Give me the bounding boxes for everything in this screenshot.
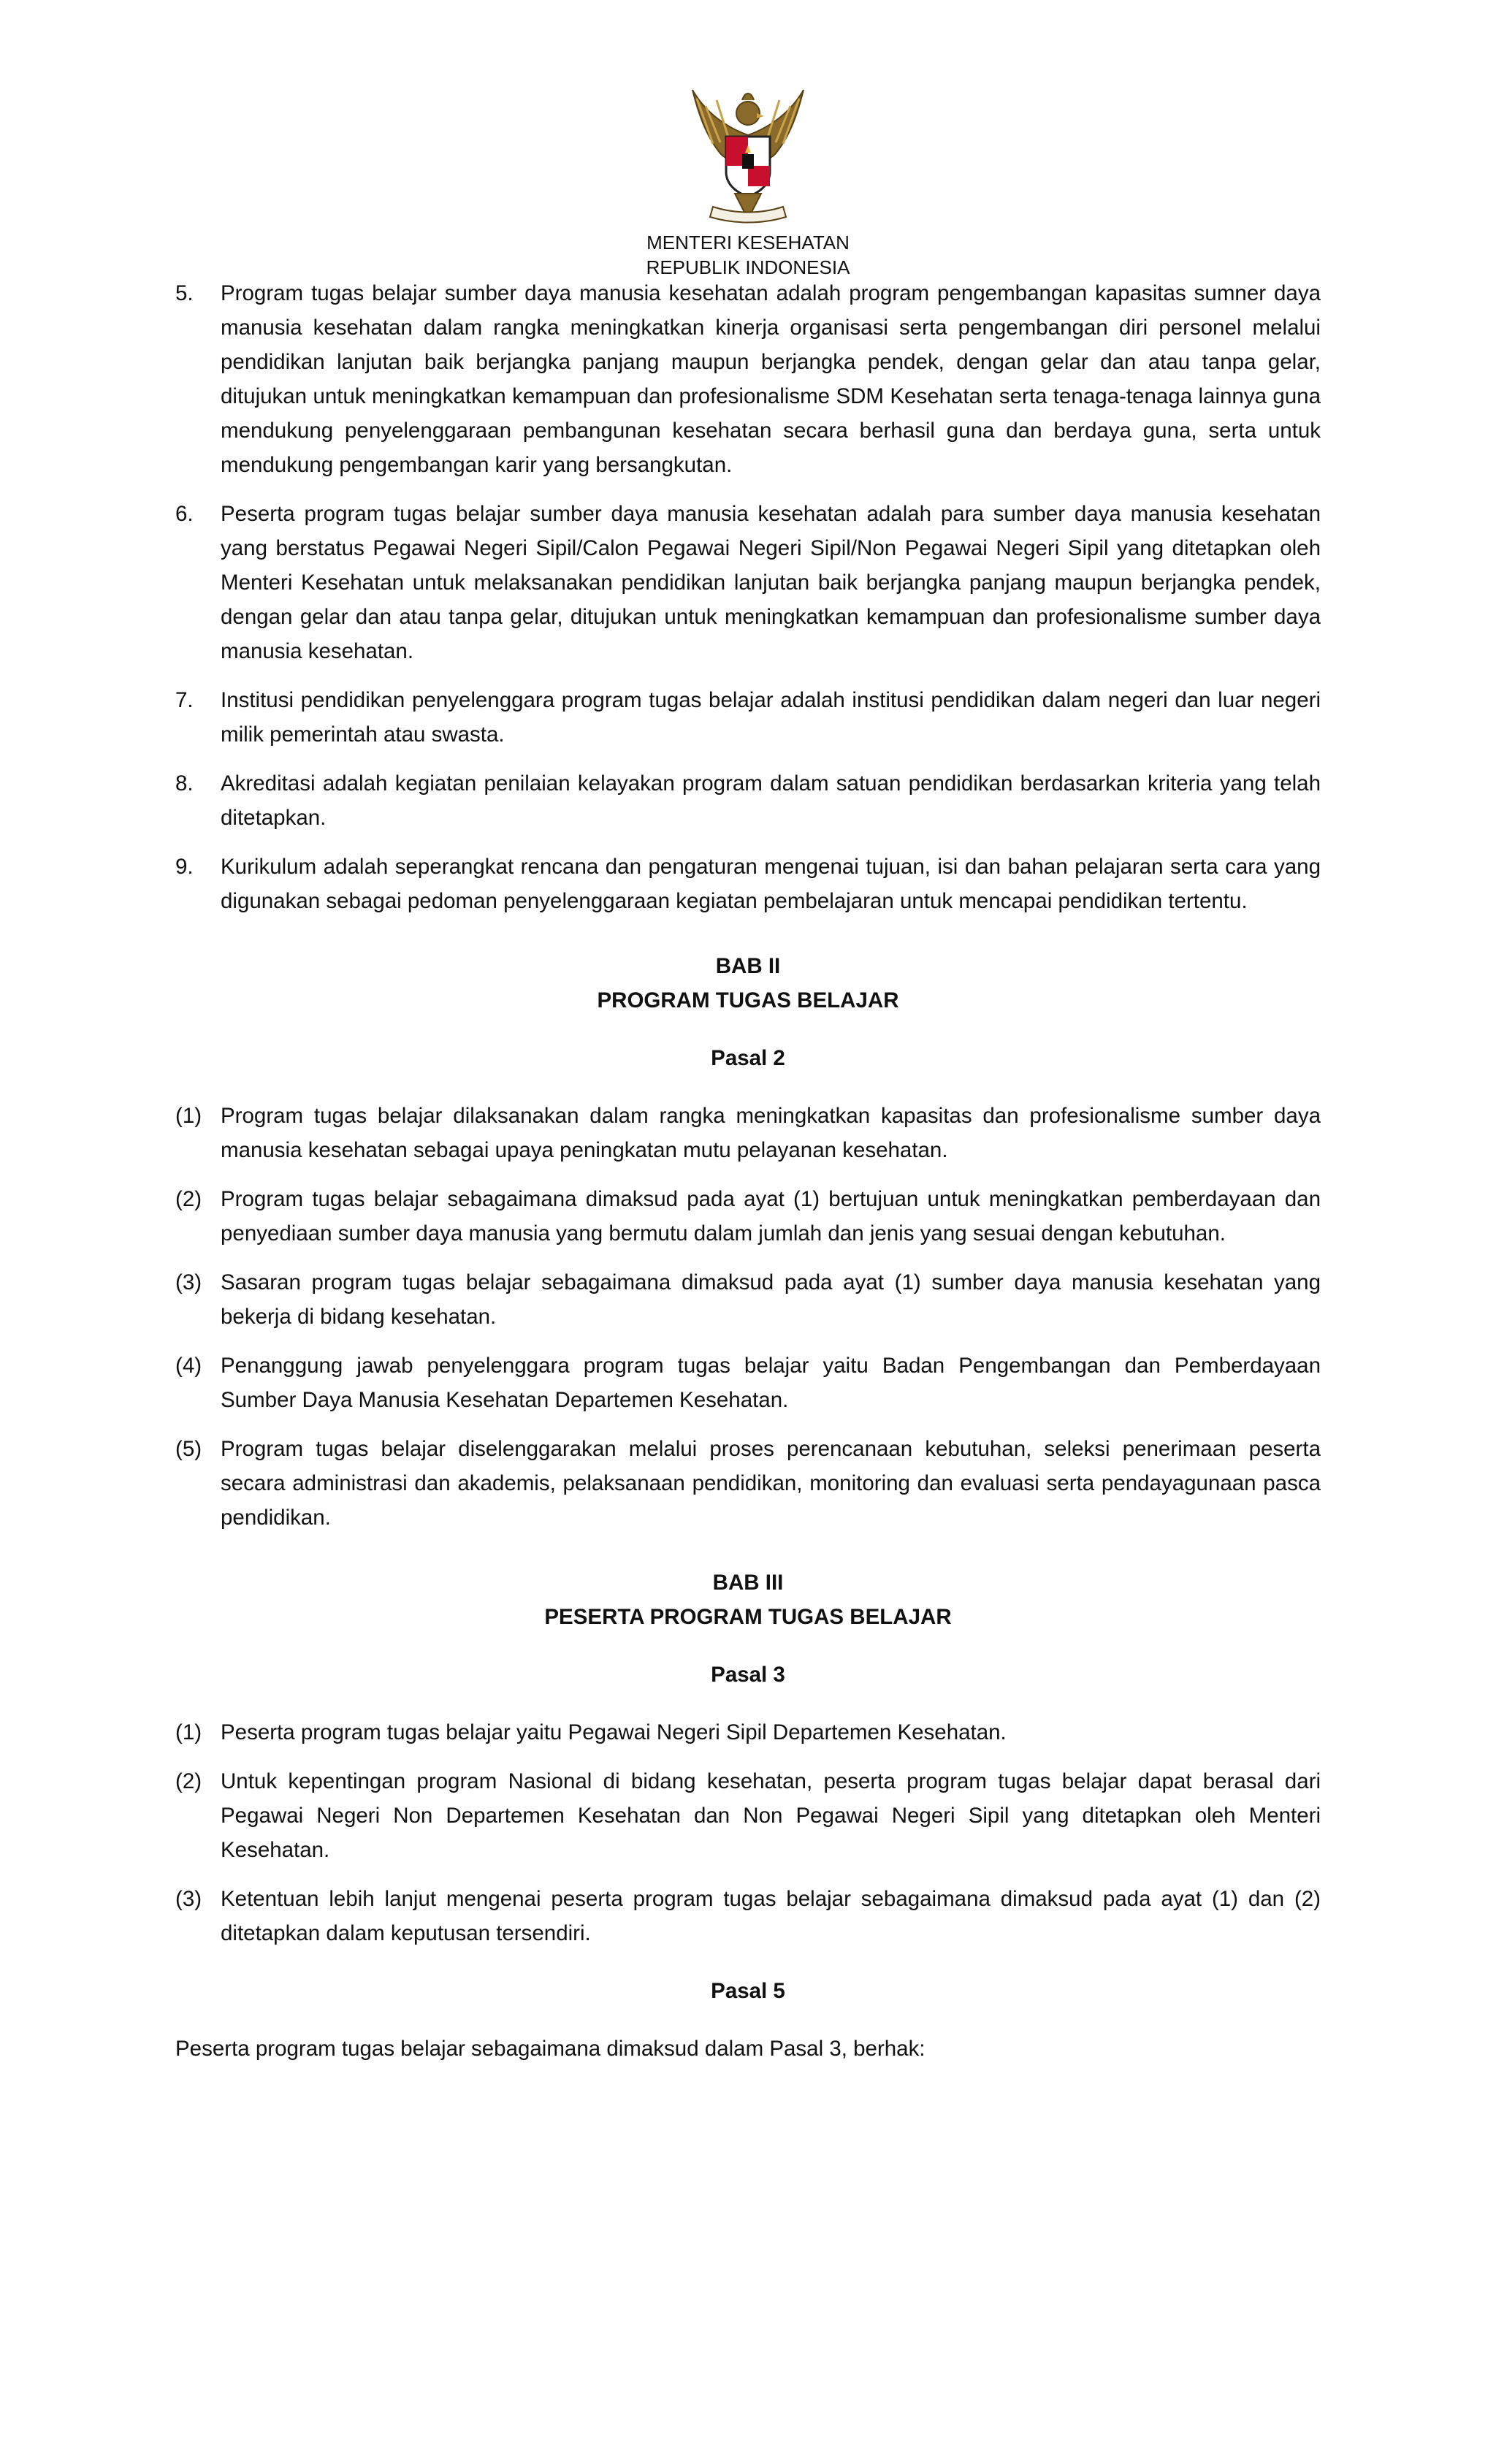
list-item <box>175 1349 1321 1417</box>
article-heading: Pasal 3 <box>711 1663 785 1687</box>
definitions-list <box>175 276 1321 918</box>
chapter-heading: BAB II <box>715 954 781 978</box>
item-text: Peserta program tugas belajar sumber daya manusia kesehatan adalah para sumber daya manusia kesehatan yang berstatus Pegawai Negeri Sipil/Calon Pegawai Negeri Sipil/Non Pegawai Negeri Sipil yang ditetapkan oleh Menteri Kesehatan untuk melaksanakan pendidikan lanjutan baik berjangka panjang maupun berjangka pendek, dengan gelar dan atau tanpa gelar, ditujukan untuk meningkatkan kemampuan dan profesionalisme sumber daya manusia kesehatan. <box>221 502 1321 663</box>
article-heading: Pasal 5 <box>711 1979 785 2003</box>
item-text: Program tugas belajar diselenggarakan melalui proses perencanaan kebutuhan, seleksi penerimaan peserta secara administrasi dan akademis, pelaksanaan pendidikan, monitoring dan evaluasi serta pendayagunaan pasca pendidikan. <box>221 1437 1321 1530</box>
item-text: Sasaran program tugas belajar sebagaimana dimaksud pada ayat (1) sumber daya manusia kesehatan yang bekerja di bidang kesehatan. <box>221 1270 1321 1329</box>
item-number: 5. <box>175 281 194 305</box>
list-item <box>175 1764 1321 1867</box>
list-item <box>175 497 1321 668</box>
list-item <box>175 1182 1321 1251</box>
list-item <box>175 683 1321 752</box>
item-number: (2) <box>175 1187 202 1211</box>
list-item <box>175 1882 1321 1950</box>
list-item <box>175 1432 1321 1535</box>
list-item <box>175 766 1321 835</box>
item-number: 6. <box>175 502 194 526</box>
item-text: Kurikulum adalah seperangkat rencana dan pengaturan mengenai tujuan, isi dan bahan pelajaran serta cara yang digunakan sebagai pedoman penyelenggaraan kegiatan pembelajaran untuk mencapai pendidikan tertentu. <box>221 855 1321 913</box>
item-number: (3) <box>175 1270 202 1294</box>
item-text: Program tugas belajar dilaksanakan dalam rangka meningkatkan kapasitas dan profesionalisme sumber daya manusia kesehatan sebagai upaya peningkatan mutu pelayanan kesehatan. <box>221 1104 1321 1162</box>
document-body <box>175 276 1321 2066</box>
item-text: Akreditasi adalah kegiatan penilaian kelayakan program dalam satuan pendidikan berdasarkan kriteria yang telah ditetapkan. <box>221 771 1321 830</box>
item-number: (1) <box>175 1720 202 1744</box>
item-number: (1) <box>175 1104 202 1128</box>
item-number: (4) <box>175 1354 202 1378</box>
garuda-emblem-icon <box>684 84 812 230</box>
item-text: Penanggung jawab penyelenggara program tugas belajar yaitu Badan Pengembangan dan Pemberdayaan Sumber Daya Manusia Kesehatan Departemen Kesehatan. <box>221 1354 1321 1412</box>
item-number: (2) <box>175 1769 202 1793</box>
article-3-list <box>175 1715 1321 1950</box>
item-text: Program tugas belajar sumber daya manusia kesehatan adalah program pengembangan kapasitas sumner daya manusia kesehatan dalam rangka meningkatkan kinerja organisasi serta pengembangan diri personel melalui pendidikan lanjutan baik berjangka panjang maupun berjangka pendek, dengan gelar dan atau tanpa gelar, ditujukan untuk meningkatkan kemampuan dan profesionalisme SDM Kesehatan serta tenaga-tenaga lainnya guna mendukung penyelenggaraan pembangunan kesehatan secara berhasil guna dan berdaya guna, serta untuk mendukung pengembangan karir yang bersangkutan. <box>221 281 1321 477</box>
list-item <box>175 1099 1321 1167</box>
item-text: Ketentuan lebih lanjut mengenai peserta program tugas belajar sebagaimana dimaksud pada ayat (1) dan (2) ditetapkan dalam keputusan tersendiri. <box>221 1887 1321 1945</box>
item-number: 7. <box>175 688 194 712</box>
item-text: Program tugas belajar sebagaimana dimaksud pada ayat (1) bertujuan untuk meningkatkan pemberdayaan dan penyediaan sumber daya manusia yang bermutu dalam jumlah dan jenis yang sesuai dengan kebutuhan. <box>221 1187 1321 1246</box>
list-item <box>175 276 1321 482</box>
list-item <box>175 1265 1321 1334</box>
chapter-title: PESERTA PROGRAM TUGAS BELAJAR <box>544 1605 952 1629</box>
item-number: (5) <box>175 1437 202 1461</box>
chapter-heading: BAB III <box>712 1571 784 1595</box>
item-number: (3) <box>175 1887 202 1911</box>
item-text: Institusi pendidikan penyelenggara program tugas belajar adalah institusi pendidikan dalam negeri dan luar negeri milik pemerintah atau swasta. <box>221 688 1321 747</box>
ministry-name: MENTERI KESEHATAN <box>646 232 850 253</box>
list-item <box>175 1715 1321 1750</box>
article-5-intro: Peserta program tugas belajar sebagaimana dimaksud dalam Pasal 3, berhak: <box>175 2037 926 2061</box>
article-2-list <box>175 1099 1321 1535</box>
item-text: Peserta program tugas belajar yaitu Pegawai Negeri Sipil Departemen Kesehatan. <box>221 1720 1007 1744</box>
chapter-title: PROGRAM TUGAS BELAJAR <box>597 988 899 1012</box>
item-number: 8. <box>175 771 194 796</box>
country-name: REPUBLIK INDONESIA <box>646 256 850 278</box>
article-heading: Pasal 2 <box>711 1046 785 1070</box>
letterhead <box>0 84 1496 280</box>
item-text: Untuk kepentingan program Nasional di bidang kesehatan, peserta program tugas belajar dapat berasal dari Pegawai Negeri Non Departemen Kesehatan dan Non Pegawai Negeri Sipil yang ditetapkan oleh Menteri Kesehatan. <box>221 1769 1321 1862</box>
item-number: 9. <box>175 855 194 879</box>
list-item <box>175 850 1321 918</box>
